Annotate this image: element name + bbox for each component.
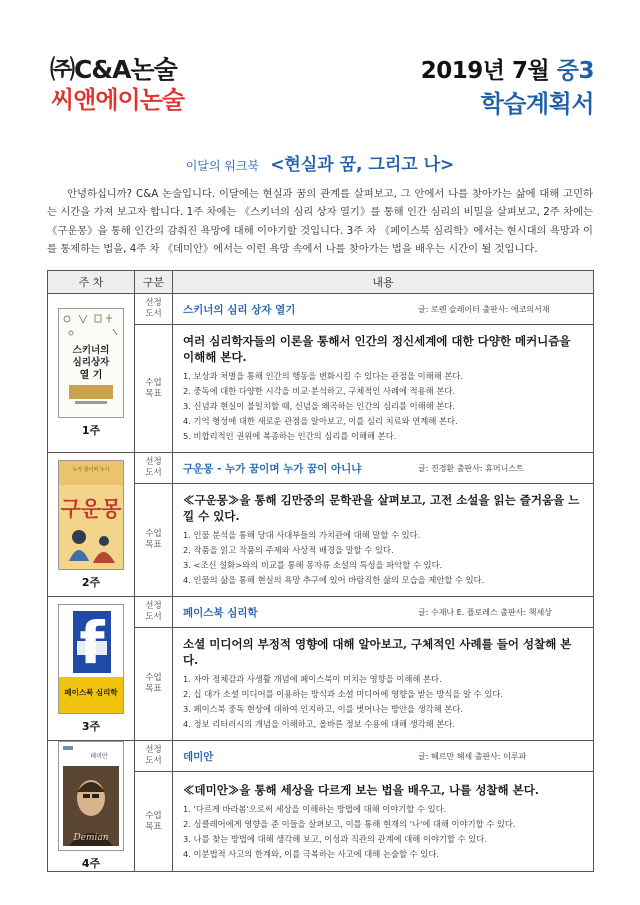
category-goal: 수업 목표 [135,484,173,597]
objective-item: 2. 싱클레어에게 영향을 준 이들을 살펴보고, 이를 통해 현재의 '나'에 대해 이야기할 수 있다. [183,818,516,829]
plan-title: 학습계획서 [480,90,594,118]
objective-item: 4. 인물의 삶을 통해 현실의 욕망 추구에 있어 바람직한 삶의 모습을 제안할 수 있다. [183,575,485,585]
objective-item: 1. 보상과 처벌을 통해 인간의 행동을 변화시킬 수 있다는 관점을 이해해 본다. [183,371,464,381]
category-goal: 수업 목표 [135,628,173,741]
category-goal: 수업 목표 [135,772,173,872]
book-author: 글: 진경환 출판사: 휴머니스트 [418,463,524,473]
week-label: 2주 [81,575,101,589]
objective-item: 3. 신념과 현실이 불일치할 때, 신념을 왜곡하는 인간의 심리를 이해해 본다. [183,401,455,411]
objective-item: 3. 나를 찾는 방법에 대해 생각해 보고, 이성과 직관의 관계에 대해 이야기할 수 있다. [183,833,487,844]
goal-title: ≪구운몽≫을 통해 김만중의 문학관을 살펴보고, 고전 소설을 읽는 즐거움을 느낄 수 있다. [183,493,580,523]
workbook-title: <현실과 꿈, 그리고 나> [270,155,455,175]
svg-text:심리상자: 심리상자 [72,357,110,368]
workbook-heading [0,150,640,175]
category-book: 선정 도서 [135,741,173,772]
week-label: 4주 [81,857,101,870]
objective-item: 3. <조신 설화>와의 비교를 통해 몽자류 소설의 특성을 파악할 수 있다. [183,560,443,570]
book-cover-image [58,741,124,851]
book-info [173,294,594,325]
book-info [173,597,594,628]
book-title: 구운몽 - 누가 꿈이며 누가 꿈이 아니냐 [183,462,362,475]
book-cover-image [58,604,124,714]
goal-title: 소셜 미디어의 부정적 영향에 대해 알아보고, 구체적인 사례를 들어 성찰해 본다. [183,637,572,667]
grade-label: 중3 [556,58,594,84]
category-goal: 수업 목표 [135,325,173,453]
header-week: 주 차 [48,271,135,294]
book-cover-image [58,460,124,570]
table-row-book [48,453,594,484]
objective-item: 1. 자아 정체감과 사생활 개념에 페이스북이 미치는 영향을 이해해 본다. [183,674,442,684]
objective-item: 2. 중독에 대한 다양한 시각을 비교·분석하고, 구체적인 사례에 적용해 본다. [183,386,455,396]
table-row-book [48,741,594,772]
svg-text:열 기: 열 기 [79,370,103,381]
goal-content [173,772,594,872]
plan-table [47,270,594,872]
book-author: 글: 로렌 슬레이터 출판사: 에코의서재 [418,304,550,314]
objective-item: 4. 기억 형성에 대한 새로운 관점을 알아보고, 이를 심리 치료와 연계해 본다. [183,416,458,426]
category-book: 선정 도서 [135,597,173,628]
goal-content [173,325,594,453]
svg-text:데미안: 데미안 [90,753,108,760]
objective-item: 1. '다르게 바라봄'으로써 세상을 이해하는 방법에 대해 이야기할 수 있다. [183,803,447,814]
objective-list [183,369,583,444]
date-text: 2019년 7월 [420,58,550,84]
objective-item: 4. 정보 리터러시의 개념을 이해하고, 올바른 정보 수용에 대해 생각해 본다. [183,719,455,729]
objective-item: 3. 페이스북 중독 현상에 대하여 인지하고, 이를 벗어나는 방안을 생각해 본다. [183,704,464,714]
week-label: 3주 [81,719,101,733]
table-row-book [48,294,594,325]
objective-item: 2. 작품을 읽고 작품의 주제와 사상적 배경을 말할 수 있다. [183,545,394,555]
objective-list [183,802,583,862]
svg-text:Demian: Demian [73,833,109,843]
header-content: 내용 [173,271,594,294]
book-title: 페이스북 심리학 [183,606,258,619]
book-info [173,741,594,772]
category-book: 선정 도서 [135,294,173,325]
svg-text:스키너의: 스키너의 [72,345,110,356]
book-author: 글: 수재나 E. 플로레스 출판사: 책세상 [418,607,552,617]
book-title: 데미안 [183,750,214,763]
book-info [173,453,594,484]
plan-date [421,52,594,85]
objective-item: 5. 비합리적인 권위에 복종하는 인간의 심리를 이해해 본다. [183,431,397,441]
goal-content [173,628,594,741]
objective-item: 4. 이분법적 사고의 한계와, 이를 극복하는 사고에 대해 논술할 수 있다. [183,848,439,859]
table-header-row [48,271,594,294]
workbook-label: 이달의 워크북 [185,159,260,173]
objective-list [183,528,583,588]
intro-paragraph: 안녕하십니까? C&A 논술입니다. 이달에는 현실과 꿈의 관계를 살펴보고, 그 안에서 나를 찾아가는 삶에 대해 고민하는 시간을 가져 보고자 합니다. 1주 차에는 《스키너의 심리 상자 열기》를 통해 인간 심리의 비밀을 살펴보고, 2주 차에는 《구운몽》을 통해 인간의 감춰진 욕망에 대해 이야기할 것입니다. 3주 차 《페이스북 심리학》에서는 현시대의 욕망과 이를 통제하는 법을, 4주 차 《데미안》에서는 이런 욕망 속에서 나를 찾아가는 법을 배우는 시간이 될 것입니다. [47,188,593,255]
goal-title: ≪데미안≫을 통해 세상을 다르게 보는 법을 배우고, 나를 성찰해 본다. [183,782,539,797]
category-book: 선정 도서 [135,453,173,484]
table-row-book [48,597,594,628]
objective-list [183,672,583,732]
goal-content [173,484,594,597]
book-cover-image [58,308,124,418]
svg-text:구운몽: 구운몽 [60,496,122,521]
week-cell [48,741,135,872]
week-label: 1주 [81,424,101,437]
week-cell [48,597,135,741]
goal-title: 여러 심리학자들의 이론을 통해서 인간의 정신세계에 대한 다양한 메커니즘을 이해해 본다. [183,334,571,364]
objective-item: 2. 십 대가 소셜 미디어를 이용하는 방식과 소셜 미디어에 영향을 받는 방식을 알 수 있다. [183,689,503,699]
header-category: 구분 [135,271,173,294]
week-cell [48,453,135,597]
company-logo-line1: ㈜C&A논술 [50,55,177,84]
objective-item: 1. 인물 분석을 통해 당대 사대부들의 가치관에 대해 말할 수 있다. [183,530,421,540]
company-logo-line2: 씨앤에이논술 [51,86,185,114]
book-author: 글: 헤르만 헤세 출판사: 이루파 [418,751,527,761]
week-cell [48,294,135,453]
svg-text:누가 꿈이며 누가: 누가 꿈이며 누가 [72,466,110,473]
book-title: 스키너의 심리 상자 열기 [183,303,296,316]
svg-text:페이스북 심리학: 페이스북 심리학 [64,687,118,697]
